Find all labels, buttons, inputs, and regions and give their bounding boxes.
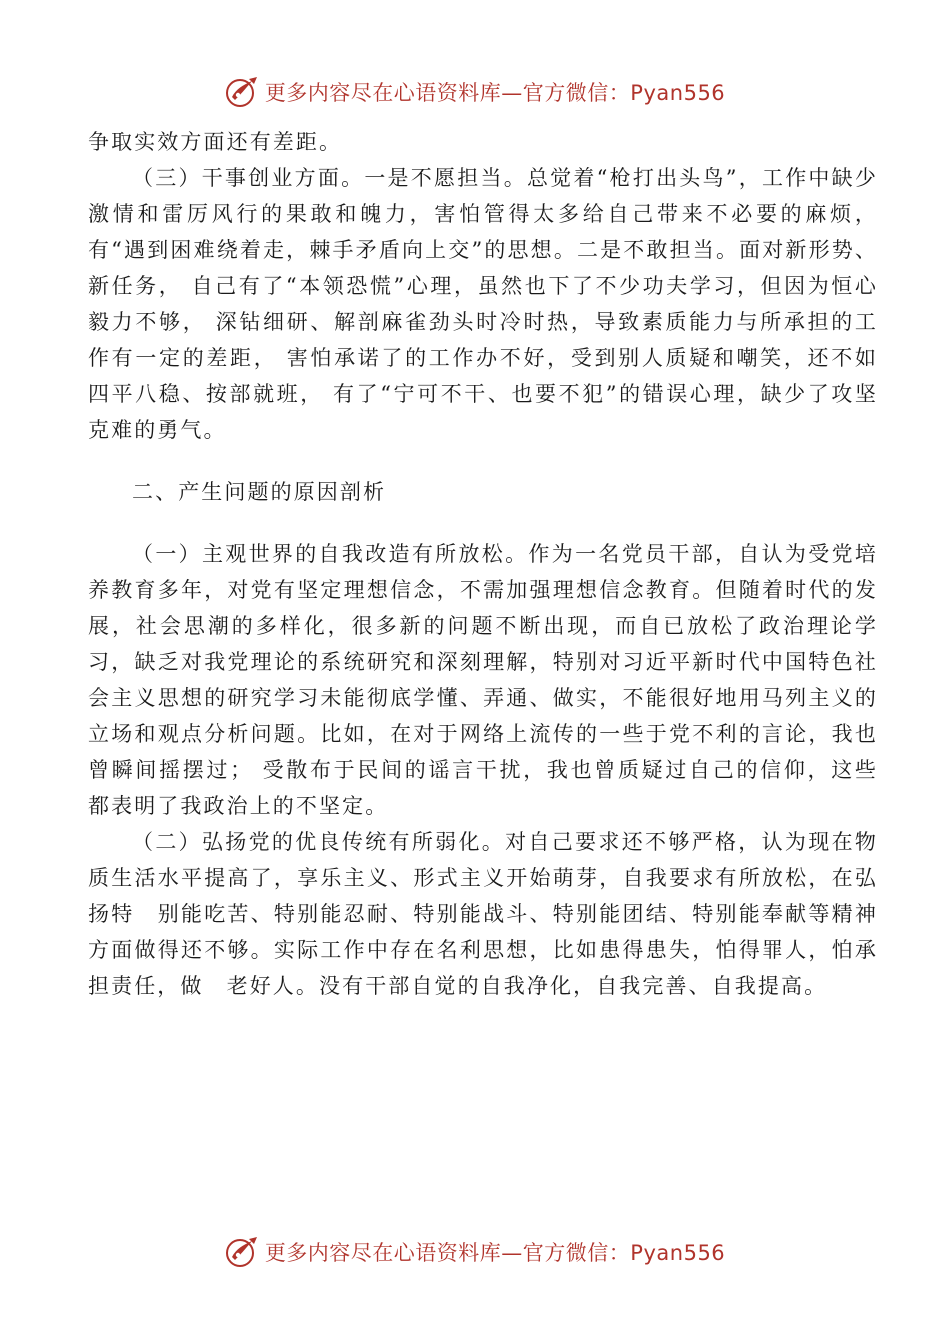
brush-logo-icon (225, 75, 259, 109)
section-heading: 二、产生问题的原因剖析 (132, 480, 387, 504)
watermark-banner-bottom (0, 1232, 950, 1272)
watermark-text-top: 更多内容尽在心语资料库—官方微信：Pyan556 (264, 81, 726, 105)
watermark-text-bottom: 更多内容尽在心语资料库—官方微信：Pyan556 (264, 1241, 726, 1265)
paragraph-cause-2: （二）弘扬党的优良传统有所弱化。对自己要求还不够严格，认为现在物质生活水平提高了，享乐主义、形式主义开始萌芽，自我要求有所放松，在弘扬特 别能吃苦、特别能忍耐、特别能战斗、特别能团结、特别能奉献等精神方面做得还不够。实际工作中存在名利思想，比如患得患失，怕得罪人，怕承担责任，做 老好人。没有干部自觉的自我净化，自我完善、自我提高。 (88, 830, 878, 998)
paragraph-section-3: （三）干事创业方面。一是不愿担当。总觉着“枪打出头鸟”，工作中缺少激情和雷厉风行的果敢和魄力，害怕管得太多给自己带来不必要的麻烦，有“遇到困难绕着走，棘手矛盾向上交”的思想。二是不敢担当。面对新形势、新任务， 自己有了“本领恐慌”心理，虽然也下了不少功夫学习，但因为恒心毅力不够， 深钻细研、解剖麻雀劲头时冷时热，导致素质能力与所承担的工作有一定的差距， 害怕承诺了的工作办不好，受到别人质疑和嘲笑，还不如四平八稳、按部就班， 有了“宁可不干、也要不犯”的错误心理，缺少了攻坚克难的勇气。 (88, 166, 878, 442)
paragraph-continuation: 争取实效方面还有差距。 (88, 130, 343, 154)
paragraph-cause-1: （一）主观世界的自我改造有所放松。作为一名党员干部，自认为受党培养教育多年，对党有坚定理想信念，不需加强理想信念教育。但随着时代的发展，社会思潮的多样化，很多新的问题不断出现，而自已放松了政治理论学习，缺乏对我党理论的系统研究和深刻理解，特别对习近平新时代中国特色社会主义思想的研究学习未能彻底学懂、弄通、做实，不能很好地用马列主义的立场和观点分析问题。比如，在对于网络上流传的一些于党不利的言论，我也曾瞬间摇摆过； 受散布于民间的谣言干扰，我也曾质疑过自己的信仰，这些都表明了我政治上的不坚定。 (88, 542, 878, 818)
brush-logo-icon (225, 1235, 259, 1269)
watermark-banner-top (0, 72, 950, 112)
document-body (88, 124, 878, 1004)
